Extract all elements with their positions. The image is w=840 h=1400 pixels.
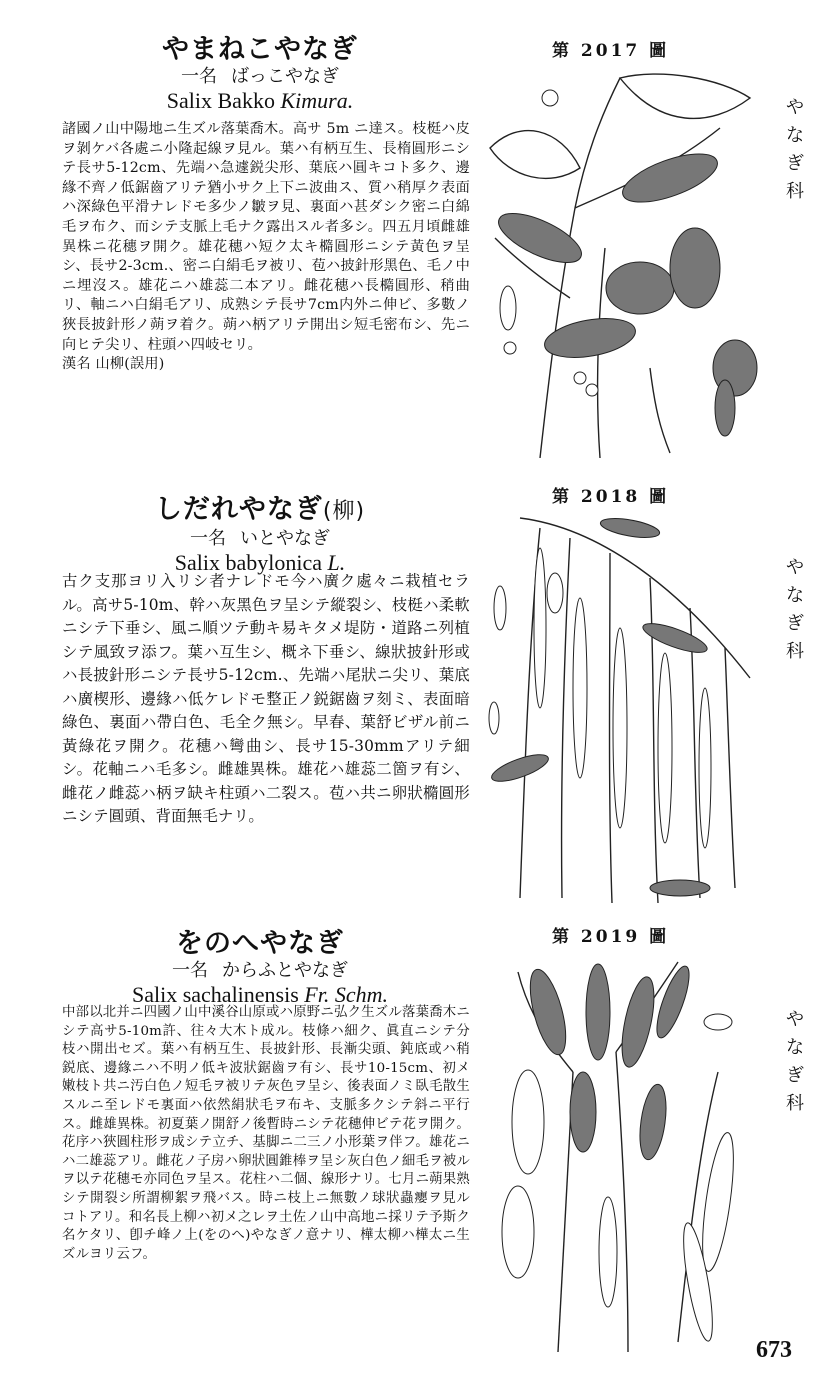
weeping-willow-illustration <box>480 508 760 908</box>
entry-header <box>60 494 460 576</box>
entry-yamanekoyanagi <box>0 0 840 470</box>
entry-shidareyanagi <box>0 470 840 910</box>
entry-onoeyanagi <box>0 910 840 1400</box>
page-number: 673 <box>756 1337 792 1363</box>
family-label: やなぎ科 <box>786 1009 804 1114</box>
alt-name-label: 一名 <box>172 960 208 981</box>
sachalin-willow-illustration <box>488 952 748 1352</box>
kanmei-value: 山柳(誤用) <box>95 356 165 373</box>
entry-description <box>62 570 470 829</box>
entry-title-kanji: (柳) <box>322 499 366 524</box>
scientific-binomial: Salix babylonica <box>174 550 322 575</box>
entry-description <box>62 120 470 375</box>
description-text: 中部以北并ニ四國ノ山中溪谷山原或ハ原野ニ弘ク生ズル落葉喬木ニシテ高サ5-10m許、往々大木ト成ル。枝條ハ細ク、眞直ニシテ分枝ハ開出セズ。葉ハ有柄互生、長披針形、長漸尖頭、鈍底或ハ稍鋭底、邊緣ニハ不明ノ低キ波狀鋸齒ヲ有シ、長サ10-15cm、初メ嫩枝ト共ニ汚白色ノ短毛ヲ被リテ灰色ヲ呈シ、後表面ノミ臥毛散生スルニ至レドモ裏面ハ依然絹狀毛ヲ布キ、支脈多クシテ斜ニ平行ス。雌雄異株。初夏葉ノ開舒ノ後暫時ニシテ花穗伸ビテ花ヲ開ク。花序ハ狹圓柱形ヲ成シテ立チ、基脚ニ二三ノ小形葉ヲ伴フ。雄花ニハ二雄蕊アリ。雌花ノ子房ハ卵狀圓錐棒ヲ呈シ灰白色ノ細毛ヲ被ルヲ以テ花穗モ亦同色ヲ呈ス。花柱ハ二個、線形ナリ。七月ニ蒴果熟シテ開裂シ所謂柳絮ヲ飛バス。時ニ枝上ニ無數ノ球狀蟲癭ヲ見ルコトアリ。和名長上柳ハ初メ之レヲ土佐ノ山中高地ニ採リテ予斯ク名ケタリ、卽チ峰ノ上(をのへ)やなぎノ意ナリ、樺太柳ハ樺太ニ生ズルヨリ云フ。 <box>62 1005 470 1262</box>
figure-number: 第 2019 圖 <box>552 927 670 947</box>
description-text: 古ク支那ヨリ入リシ者ナレドモ今ハ廣ク處々ニ栽植セラル。高サ5-10m、幹ハ灰黑色ヲ呈シテ縱裂シ、枝梃ハ柔軟ニシテ下垂シ、風ニ順ツテ動キ易キタメ堤防・道路ニ列植シテ風致ヲ添フ。葉ハ互生シ、概ネ下垂シ、線狀披針形或ハ長披針形ニシテ長サ5-12cm.、先端ハ尾狀ニ尖リ、葉底ハ廣楔形、邊緣ハ低ケレドモ整正ノ鋭鋸齒ヲ刻ミ、表面暗綠色、裏面ハ帶白色、毛全ク無シ。早春、葉舒ビザル前ニ黃綠花ヲ開ク。花穗ハ彎曲シ、長サ15-30mmアリテ細シ。花軸ニハ毛多シ。雌雄異株。雄花ハ雄蕊二箇ヲ有シ、雌花ノ雌蕊ハ柄ヲ缺キ柱頭ハ二裂ス。苞ハ共ニ卵狀橢圓形ニシテ圓頭、背面無毛ナリ。 <box>62 572 470 825</box>
scientific-binomial: Salix Bakko <box>166 88 275 113</box>
family-label: やなぎ科 <box>786 97 804 202</box>
kanmei-label: 漢名 <box>62 356 91 373</box>
entry-description <box>62 1004 470 1264</box>
alt-name-line <box>60 66 460 88</box>
figure-number: 第 2017 圖 <box>552 41 670 61</box>
scientific-author: Kimura. <box>280 88 354 113</box>
entry-title: やまねこやなぎ <box>162 34 358 65</box>
alt-name-label: 一名 <box>190 528 226 549</box>
scientific-name <box>60 88 460 114</box>
alt-name: いとやなぎ <box>240 528 330 549</box>
figure-number: 第 2018 圖 <box>552 487 670 507</box>
scientific-binomial: Salix sachalinensis <box>131 982 299 1007</box>
alt-name-label: 一名 <box>181 66 217 87</box>
entry-title-kana: しだれやなぎ <box>154 494 323 525</box>
alt-name-line <box>60 528 460 550</box>
willow-catkin-illustration <box>480 68 760 458</box>
alt-name: ばっこやなぎ <box>231 66 339 87</box>
scientific-author: L. <box>327 550 346 575</box>
scientific-author: Fr. Schm. <box>304 982 389 1007</box>
alt-name-line <box>60 960 460 982</box>
entry-header <box>60 34 460 114</box>
alt-name: からふとやなぎ <box>222 960 348 981</box>
entry-header <box>60 928 460 1008</box>
entry-title <box>60 494 460 528</box>
family-label: やなぎ科 <box>786 557 804 662</box>
entry-title: をのへやなぎ <box>176 928 344 959</box>
description-text: 諸國ノ山中陽地ニ生ズル落葉喬木。高サ 5m ニ達ス。枝梃ハ皮ヲ剝ケバ各處ニ小隆起線ヲ見ル。葉ハ有柄互生、長楕圓形ニシテ長サ5-12cm、先端ハ急遽鋭尖形、葉底ハ圓キコト多ク、邊緣不齊ノ低鋸齒アリテ猶小サク上下ニ波曲ス、質ハ稍厚ク表面ハ深綠色平滑ナレドモ多少ノ皺ヲ見、裏面ハ甚ダシク密ニ白綿毛ヲ布ク、而シテ支脈上毛ナク露出スル者多シ。四五月頃雌雄異株ニ花穗ヲ開ク。雄花穗ハ短ク太キ橢圓形ニシテ黃色ヲ呈シ、長サ2-3cm.、密ニ白絹毛ヲ被リ、苞ハ披針形黑色、毛ノ中ニ埋沒ス。雄花ニハ雄蕊二本アリ。雌花穗ハ長橢圓形、稍曲リ、軸ニハ白絹毛アリ、成熟シテ長サ7cm内外ニ伸ビ、多數ノ狹長披針形ノ蒴ヲ着ク。蒴ハ柄アリテ開出シ短毛密布シ、先ニ向ヒテ尖リ、柱頭ハ四岐セリ。 <box>62 121 470 353</box>
